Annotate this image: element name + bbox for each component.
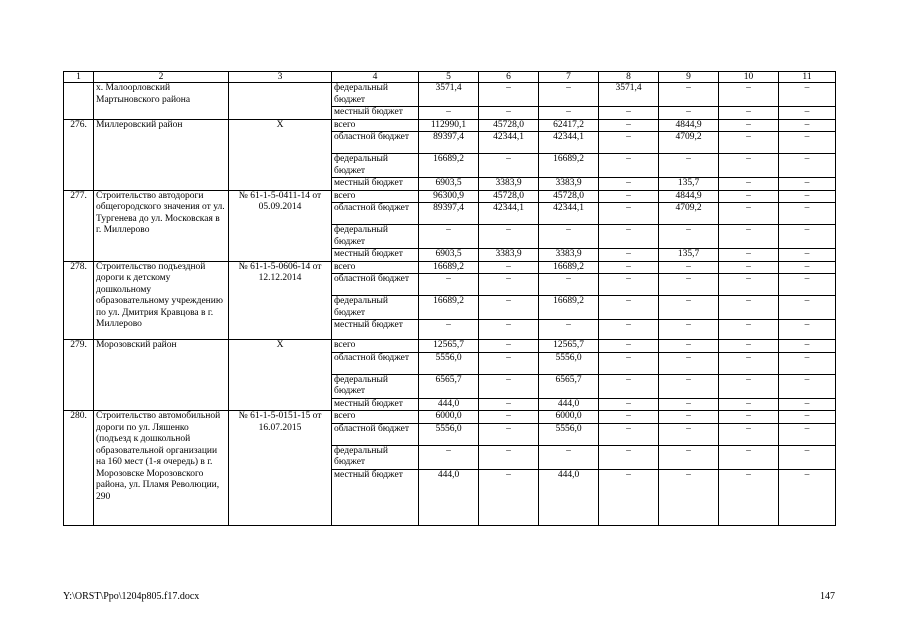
header-cell: 10 xyxy=(719,72,779,83)
value-cell: 6565,7 xyxy=(419,374,479,398)
value-cell: 5556,0 xyxy=(419,352,479,374)
value-cell: – xyxy=(719,225,779,249)
header-cell: 8 xyxy=(599,72,659,83)
funding-source-cell: всего xyxy=(332,190,419,203)
value-cell: 12565,7 xyxy=(419,340,479,353)
value-cell: – xyxy=(599,445,659,469)
value-cell: – xyxy=(599,411,659,424)
value-cell: – xyxy=(479,107,539,120)
header-cell: 1 xyxy=(64,72,94,83)
value-cell: – xyxy=(479,352,539,374)
value-cell: 112990,1 xyxy=(419,119,479,132)
funding-source-cell: всего xyxy=(332,340,419,353)
value-cell: – xyxy=(479,320,539,340)
value-cell: – xyxy=(779,445,836,469)
value-cell: 3571,4 xyxy=(419,83,479,107)
value-cell: 42344,1 xyxy=(479,203,539,225)
value-cell: – xyxy=(479,296,539,320)
object-name-cell: х. Малоорловский Мартыновского района xyxy=(94,83,229,120)
value-cell: 444,0 xyxy=(539,469,599,525)
value-cell: – xyxy=(599,469,659,525)
row-number-cell xyxy=(64,83,94,120)
value-cell: 5556,0 xyxy=(419,423,479,445)
document-cell: X xyxy=(229,340,332,411)
value-cell: 444,0 xyxy=(419,469,479,525)
value-cell: – xyxy=(779,249,836,262)
value-cell: 89397,4 xyxy=(419,132,479,154)
value-cell: – xyxy=(599,107,659,120)
object-name-cell: Строительство автодороги общегородского значения от ул. Тургенева до ул. Московская в г. Миллерово xyxy=(94,190,229,261)
table-row xyxy=(64,119,836,132)
value-cell: – xyxy=(719,119,779,132)
value-cell: 16689,2 xyxy=(539,261,599,274)
value-cell: – xyxy=(599,249,659,262)
value-cell: – xyxy=(479,411,539,424)
value-cell: 4844,9 xyxy=(659,190,719,203)
value-cell: – xyxy=(719,261,779,274)
header-cell: 2 xyxy=(94,72,229,83)
value-cell: – xyxy=(659,398,719,411)
funding-source-cell: областной бюджет xyxy=(332,132,419,154)
value-cell: 42344,1 xyxy=(479,132,539,154)
value-cell: – xyxy=(719,178,779,191)
value-cell: – xyxy=(599,340,659,353)
value-cell: – xyxy=(599,203,659,225)
value-cell: – xyxy=(479,274,539,296)
value-cell: – xyxy=(719,132,779,154)
object-name-cell: Миллеровский район xyxy=(94,119,229,190)
value-cell: – xyxy=(719,411,779,424)
value-cell: – xyxy=(659,411,719,424)
value-cell: – xyxy=(779,225,836,249)
value-cell: – xyxy=(479,469,539,525)
header-row xyxy=(64,72,836,83)
value-cell: – xyxy=(779,411,836,424)
value-cell: – xyxy=(479,225,539,249)
value-cell: – xyxy=(779,154,836,178)
funding-source-cell: федеральный бюджет xyxy=(332,296,419,320)
value-cell: – xyxy=(779,296,836,320)
value-cell: 6565,7 xyxy=(539,374,599,398)
value-cell: – xyxy=(599,423,659,445)
header-cell: 4 xyxy=(332,72,419,83)
object-name-cell: Строительство автомобильной дороги по ул. Ляшенко (подъезд к дошкольной образовательной организации на 160 мест (1-я очередь) в г. Морозовске Морозовского района, ул. Пламя Революции, 290 xyxy=(94,411,229,526)
value-cell: – xyxy=(719,340,779,353)
value-cell: – xyxy=(419,107,479,120)
value-cell: – xyxy=(599,119,659,132)
value-cell: – xyxy=(659,154,719,178)
funding-source-cell: федеральный бюджет xyxy=(332,225,419,249)
value-cell: 62417,2 xyxy=(539,119,599,132)
value-cell: – xyxy=(539,225,599,249)
funding-source-cell: местный бюджет xyxy=(332,107,419,120)
value-cell: – xyxy=(719,352,779,374)
value-cell: 135,7 xyxy=(659,249,719,262)
document-cell xyxy=(229,83,332,120)
value-cell: – xyxy=(599,261,659,274)
value-cell: – xyxy=(659,320,719,340)
value-cell: – xyxy=(779,274,836,296)
funding-source-cell: областной бюджет xyxy=(332,274,419,296)
value-cell: – xyxy=(779,320,836,340)
funding-source-cell: всего xyxy=(332,119,419,132)
table-row xyxy=(64,340,836,353)
value-cell: 444,0 xyxy=(539,398,599,411)
value-cell: – xyxy=(779,107,836,120)
value-cell: – xyxy=(479,398,539,411)
value-cell: – xyxy=(599,398,659,411)
value-cell: – xyxy=(659,423,719,445)
document-cell: X xyxy=(229,119,332,190)
value-cell: 16689,2 xyxy=(419,154,479,178)
value-cell: – xyxy=(779,352,836,374)
value-cell: – xyxy=(479,261,539,274)
value-cell: 4844,9 xyxy=(659,119,719,132)
value-cell: – xyxy=(659,352,719,374)
value-cell: 96300,9 xyxy=(419,190,479,203)
row-number-cell: 279. xyxy=(64,340,94,411)
value-cell: 4709,2 xyxy=(659,132,719,154)
funding-source-cell: всего xyxy=(332,411,419,424)
value-cell: 3383,9 xyxy=(479,178,539,191)
header-cell: 5 xyxy=(419,72,479,83)
value-cell: – xyxy=(779,340,836,353)
value-cell: 16689,2 xyxy=(539,296,599,320)
value-cell: – xyxy=(539,445,599,469)
document-cell: № 61-1-5-0606-14 от 12.12.2014 xyxy=(229,261,332,340)
value-cell: – xyxy=(599,225,659,249)
value-cell: – xyxy=(719,296,779,320)
value-cell: – xyxy=(419,274,479,296)
value-cell: – xyxy=(719,374,779,398)
funding-source-cell: федеральный бюджет xyxy=(332,83,419,107)
value-cell: – xyxy=(719,154,779,178)
value-cell: – xyxy=(779,132,836,154)
page-number: 147 xyxy=(820,591,835,602)
funding-source-cell: местный бюджет xyxy=(332,469,419,525)
header-cell: 3 xyxy=(229,72,332,83)
value-cell: 3383,9 xyxy=(479,249,539,262)
value-cell: – xyxy=(719,83,779,107)
value-cell: – xyxy=(599,190,659,203)
funding-source-cell: местный бюджет xyxy=(332,249,419,262)
value-cell: 3383,9 xyxy=(539,249,599,262)
value-cell: – xyxy=(479,423,539,445)
value-cell: – xyxy=(419,445,479,469)
value-cell: – xyxy=(719,445,779,469)
value-cell: – xyxy=(599,154,659,178)
table-row xyxy=(64,261,836,274)
value-cell: – xyxy=(539,83,599,107)
value-cell: – xyxy=(659,83,719,107)
value-cell: 6903,5 xyxy=(419,249,479,262)
value-cell: 6903,5 xyxy=(419,178,479,191)
value-cell: – xyxy=(599,296,659,320)
value-cell: – xyxy=(659,296,719,320)
value-cell: 45728,0 xyxy=(479,119,539,132)
value-cell: 45728,0 xyxy=(479,190,539,203)
value-cell: 6000,0 xyxy=(539,411,599,424)
value-cell: 444,0 xyxy=(419,398,479,411)
value-cell: – xyxy=(779,178,836,191)
value-cell: – xyxy=(659,107,719,120)
value-cell: 5556,0 xyxy=(539,423,599,445)
funding-source-cell: областной бюджет xyxy=(332,203,419,225)
value-cell: 6000,0 xyxy=(419,411,479,424)
value-cell: – xyxy=(539,274,599,296)
funding-source-cell: федеральный бюджет xyxy=(332,154,419,178)
object-name-cell: Строительство подъездной дороги к детскому дошкольному образовательному учреждению по ул. Дмитрия Кравцова в г. Миллерово xyxy=(94,261,229,340)
row-number-cell: 276. xyxy=(64,119,94,190)
header-cell: 9 xyxy=(659,72,719,83)
value-cell: 12565,7 xyxy=(539,340,599,353)
value-cell: – xyxy=(779,398,836,411)
value-cell: – xyxy=(719,107,779,120)
value-cell: – xyxy=(779,203,836,225)
value-cell: – xyxy=(479,340,539,353)
value-cell: 16689,2 xyxy=(419,296,479,320)
budget-table xyxy=(63,71,836,526)
value-cell: – xyxy=(779,374,836,398)
value-cell: – xyxy=(779,119,836,132)
table-row xyxy=(64,190,836,203)
value-cell: – xyxy=(779,83,836,107)
value-cell: 5556,0 xyxy=(539,352,599,374)
value-cell: – xyxy=(599,374,659,398)
value-cell: – xyxy=(719,203,779,225)
funding-source-cell: федеральный бюджет xyxy=(332,445,419,469)
funding-source-cell: областной бюджет xyxy=(332,352,419,374)
value-cell: – xyxy=(719,398,779,411)
funding-source-cell: местный бюджет xyxy=(332,320,419,340)
value-cell: 89397,4 xyxy=(419,203,479,225)
value-cell: – xyxy=(659,274,719,296)
value-cell: – xyxy=(479,445,539,469)
value-cell: – xyxy=(719,320,779,340)
value-cell: 3383,9 xyxy=(539,178,599,191)
funding-source-cell: местный бюджет xyxy=(332,398,419,411)
value-cell: 4709,2 xyxy=(659,203,719,225)
value-cell: 16689,2 xyxy=(419,261,479,274)
value-cell: – xyxy=(479,374,539,398)
row-number-cell: 280. xyxy=(64,411,94,526)
document-cell: № 61-1-5-0151-15 от 16.07.2015 xyxy=(229,411,332,526)
value-cell: – xyxy=(659,261,719,274)
value-cell: – xyxy=(479,83,539,107)
funding-source-cell: областной бюджет xyxy=(332,423,419,445)
table-body xyxy=(64,83,836,526)
header-cell: 6 xyxy=(479,72,539,83)
value-cell: – xyxy=(719,190,779,203)
value-cell: – xyxy=(779,469,836,525)
value-cell: – xyxy=(779,261,836,274)
value-cell: – xyxy=(599,274,659,296)
value-cell: – xyxy=(659,225,719,249)
value-cell: 3571,4 xyxy=(599,83,659,107)
value-cell: 42344,1 xyxy=(539,132,599,154)
value-cell: – xyxy=(419,225,479,249)
value-cell: – xyxy=(659,445,719,469)
value-cell: – xyxy=(599,132,659,154)
funding-source-cell: всего xyxy=(332,261,419,274)
value-cell: – xyxy=(719,274,779,296)
value-cell: – xyxy=(419,320,479,340)
value-cell: – xyxy=(479,154,539,178)
value-cell: – xyxy=(599,352,659,374)
table-row xyxy=(64,83,836,107)
value-cell: 42344,1 xyxy=(539,203,599,225)
value-cell: – xyxy=(719,469,779,525)
value-cell: 16689,2 xyxy=(539,154,599,178)
row-number-cell: 278. xyxy=(64,261,94,340)
header-cell: 11 xyxy=(779,72,836,83)
header-cell: 7 xyxy=(539,72,599,83)
value-cell: – xyxy=(659,340,719,353)
value-cell: – xyxy=(659,374,719,398)
value-cell: – xyxy=(719,423,779,445)
object-name-cell: Морозовский район xyxy=(94,340,229,411)
value-cell: – xyxy=(659,469,719,525)
value-cell: – xyxy=(779,423,836,445)
value-cell: – xyxy=(779,190,836,203)
value-cell: – xyxy=(539,320,599,340)
value-cell: – xyxy=(719,249,779,262)
funding-source-cell: федеральный бюджет xyxy=(332,374,419,398)
funding-source-cell: местный бюджет xyxy=(332,178,419,191)
row-number-cell: 277. xyxy=(64,190,94,261)
value-cell: – xyxy=(599,320,659,340)
table-row xyxy=(64,411,836,424)
value-cell: – xyxy=(599,178,659,191)
document-cell: № 61-1-5-0411-14 от 05.09.2014 xyxy=(229,190,332,261)
value-cell: 45728,0 xyxy=(539,190,599,203)
footer-file-path: Y:\ORST\Ppo\1204p805.f17.docx xyxy=(63,591,200,602)
value-cell: – xyxy=(539,107,599,120)
value-cell: 135,7 xyxy=(659,178,719,191)
